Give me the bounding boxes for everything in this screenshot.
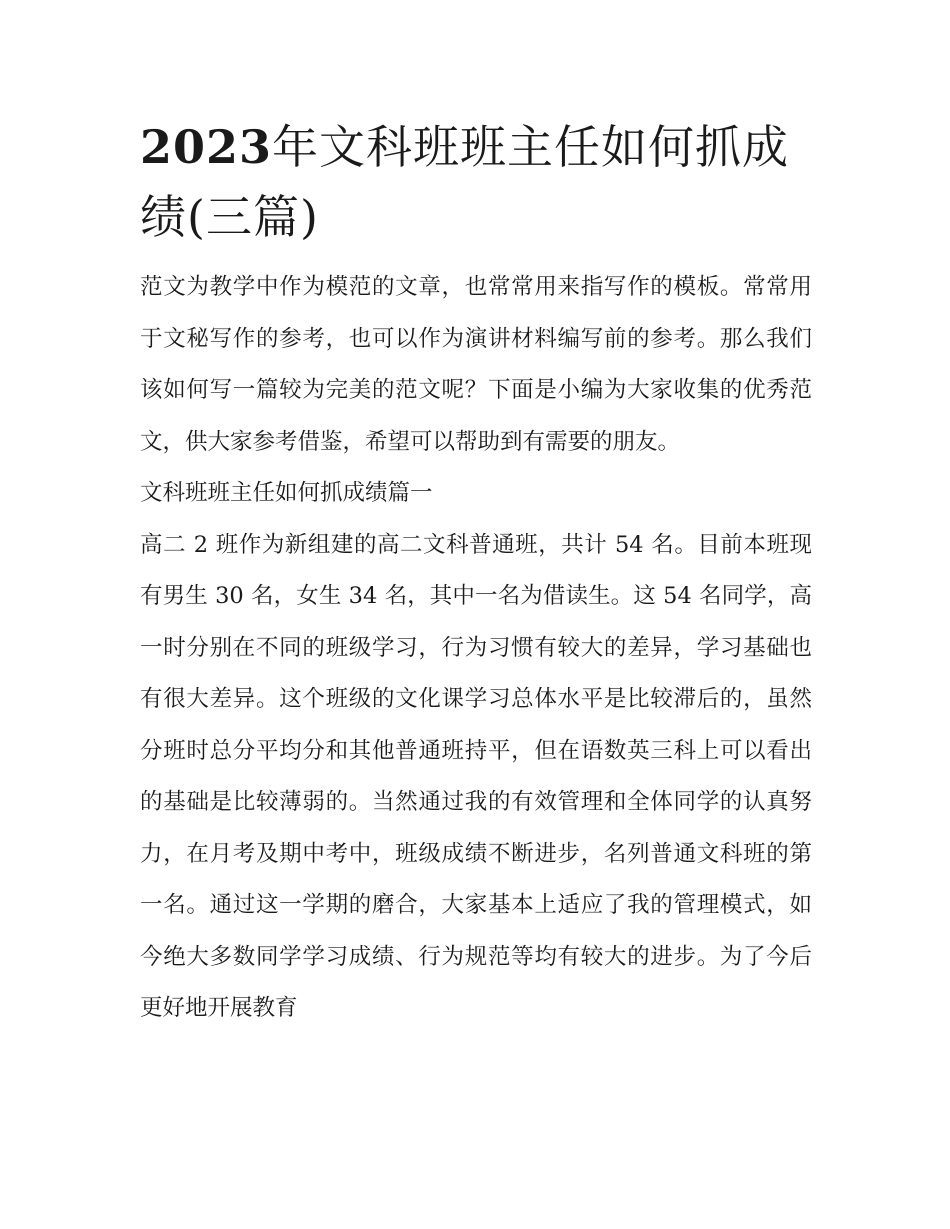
- title-year: 2023: [140, 120, 273, 174]
- document-title: [140, 112, 812, 252]
- intro-paragraph: 范文为教学中作为模范的文章，也常常用来指写作的模板。常常用于文秘写作的参考，也可以作为演讲材料编写前的参考。那么我们该如何写一篇较为完美的范文呢？下面是小编为大家收集的优秀范文，供大家参考借鉴，希望可以帮助到有需要的朋友。: [140, 274, 812, 455]
- body-paragraph: 高二 2 班作为新组建的高二文科普通班，共计 54 名。目前本班现有男生 30 名，女生 34 名，其中一名为借读生。这 54 名同学，高一时分别在不同的班级学习，行为习惯有较大的差异，学习基础也有很大差异。这个班级的文化课学习总体水平是比较滞后的，虽然分班时总分平均分和其他普通班持平，但在语数英三科上可以看出的基础是比较薄弱的。当然通过我的有效管理和全体同学的认真努力，在月考及期中考中，班级成绩不断进步，名列普通文科班的第一名。通过这一学期的磨合，大家基本上适应了我的管理模式，如今绝大多数同学学习成绩、行为规范等均有较大的进步。为了今后更好地开展教育: [140, 531, 812, 1021]
- section-heading: 文科班班主任如何抓成绩篇一: [140, 480, 433, 506]
- title-text: 年文科班班主任如何抓成绩(三篇): [140, 120, 790, 244]
- document-page: [140, 112, 812, 1035]
